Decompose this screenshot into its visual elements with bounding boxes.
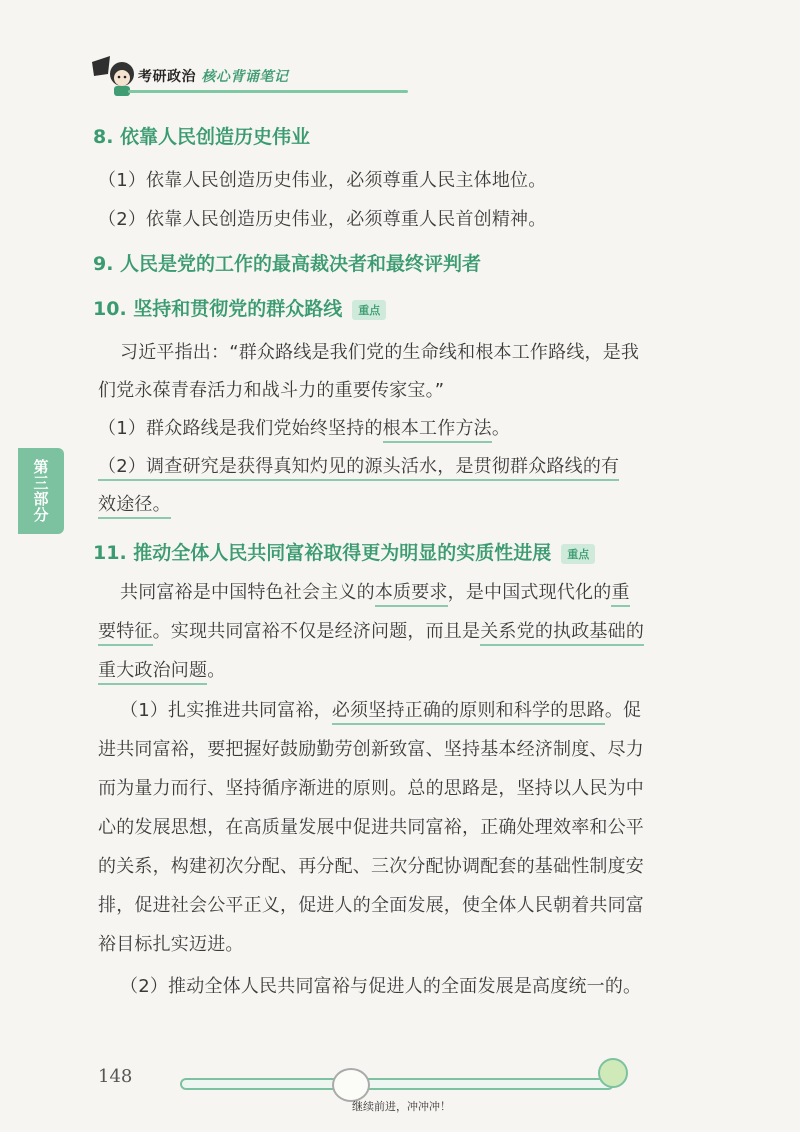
section-11-para-2-line-5: 的关系，构建初次分配、再分配、三次分配协调配套的基础性制度安 <box>98 856 644 877</box>
key-point-badge: 重点 <box>561 544 595 564</box>
section-10-quote-line-2: 们党永葆青春活力和战斗力的重要传家宝。” <box>98 380 445 401</box>
part-tab[interactable] <box>18 448 64 534</box>
footer-slogan: 继续前进，冲冲冲！ <box>352 1100 451 1113</box>
section-11-heading <box>93 538 595 565</box>
header-underline <box>128 90 408 93</box>
section-10-item-2-line-1-text: （2）调查研究是获得真知灼见的源头活水，是贯彻群众路线的有 <box>98 456 619 481</box>
underlined-text: 重 <box>611 582 629 607</box>
section-11-para-2-line-2: 进共同富裕，要把握好鼓励勤劳创新致富、坚持基本经济制度、尽力 <box>98 739 644 760</box>
section-10-item-2-line-2-text: 效途径。 <box>98 494 171 519</box>
text-run: 共同富裕是中国特色社会主义的 <box>120 582 375 603</box>
section-10-item-1-prefix: （1）群众路线是我们党始终坚持的 <box>98 418 383 439</box>
text-run: （1）扎实推进共同富裕， <box>120 700 332 721</box>
header-title <box>138 66 288 86</box>
text-run: ，是中国式现代化的 <box>447 582 612 603</box>
section-11-title: 11. 推动全体人民共同富裕取得更为明显的实质性进展 <box>93 542 552 564</box>
section-8-item-1: （1）依靠人民创造历史伟业，必须尊重人民主体地位。 <box>98 170 547 191</box>
section-11-para-2-line-4: 心的发展思想，在高质量发展中促进共同富裕，正确处理效率和公平 <box>98 817 644 838</box>
text-run: 。 <box>207 660 226 681</box>
section-11-para-3: （2）推动全体人民共同富裕与促进人的全面发展是高度统一的。 <box>120 976 642 997</box>
section-11-para-1-line-2 <box>98 617 644 643</box>
page-number: 148 <box>98 1066 133 1087</box>
underlined-text: 重大政治问题 <box>98 660 207 685</box>
bun-mascot-icon <box>332 1068 370 1102</box>
underlined-text: 必须坚持正确的原则和科学的思路 <box>332 700 605 725</box>
section-10-item-2-line-2 <box>98 490 171 516</box>
page-header <box>88 52 448 98</box>
section-10-quote-line-1: 习近平指出：“群众路线是我们党的生命线和根本工作路线，是我 <box>120 342 640 363</box>
section-8-heading: 8. 依靠人民创造历史伟业 <box>93 126 311 148</box>
section-11-para-1-line-3 <box>98 656 225 682</box>
section-9-heading: 9. 人民是党的工作的最高裁决者和最终评判者 <box>93 253 482 275</box>
section-10-item-1 <box>98 414 510 440</box>
section-11-para-2-line-6: 排，促进社会公平正义，促进人的全面发展，使全体人民朝着共同富 <box>98 895 644 916</box>
part-tab-label: 第三部分 <box>31 459 50 523</box>
header-title-prefix: 考研政治 <box>138 69 196 85</box>
underlined-text: 要特征 <box>98 621 153 646</box>
underlined-text: 本质要求 <box>375 582 448 607</box>
section-8-item-2: （2）依靠人民创造历史伟业，必须尊重人民首创精神。 <box>98 209 547 230</box>
section-11-para-2-line-7: 裕目标扎实迈进。 <box>98 934 244 955</box>
header-title-highlight: 核心背诵笔记 <box>201 69 289 85</box>
underlined-text: 关系党的执政基础的 <box>480 621 644 646</box>
text-run: 。促 <box>604 700 642 721</box>
section-10-item-1-underlined: 根本工作方法 <box>383 418 492 443</box>
section-10-title: 10. 坚持和贯彻党的群众路线 <box>93 298 343 320</box>
section-11-para-2-line-3: 而为量力而行、坚持循序渐进的原则。总的思路是，坚持以人民为中 <box>98 778 644 799</box>
section-10-item-1-suffix: 。 <box>491 418 511 439</box>
section-10-item-2-line-1 <box>98 452 619 478</box>
section-11-para-1-line-1 <box>120 578 630 604</box>
text-run: 。实现共同富裕不仅是经济问题，而且是 <box>152 621 481 642</box>
key-point-badge: 重点 <box>352 300 386 320</box>
section-10-heading <box>93 294 386 321</box>
goal-circle-icon <box>598 1058 628 1088</box>
progress-decoration <box>180 1078 614 1090</box>
section-11-para-2-line-1 <box>120 696 641 722</box>
